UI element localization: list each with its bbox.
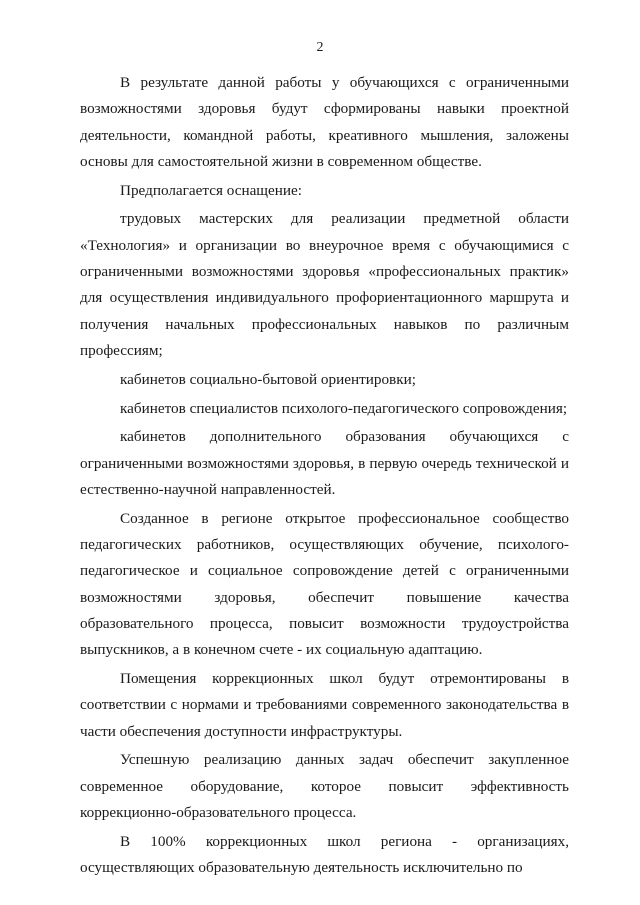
paragraph-specialist-rooms: кабинетов специалистов психолого-педагогического сопровождения;: [120, 399, 568, 417]
paragraph-results: В результате данной работы у обучающихся с ограниченными возможностями здоровья будут сформированы навыки проектной деятельности, командной работы, креативного мышления, заложены основы для самостоятельной жизни в современном обществе.: [80, 74, 569, 170]
paragraph-school-renovation: Помещения коррекционных школ будут отремонтированы в соответствии с нормами и требованиями современного законодательства в части обеспечения доступности инфраструктуры.: [80, 670, 569, 740]
paragraph-social-rooms: кабинетов социально-бытовой ориентировки;: [120, 370, 416, 388]
paragraph-equipment-purchase: Успешную реализацию данных задач обеспечит закупленное современное оборудование, которое повысит эффективность коррекционно-образовательного процесса.: [80, 751, 569, 822]
document-body: [80, 70, 569, 884]
paragraph-additional-education: кабинетов дополнительного образования обучающихся с ограниченными возможностями здоровья, в первую очередь технической и естественно-научной направленностей.: [80, 428, 569, 498]
paragraph-equipment-intro: Предполагается оснащение:: [120, 181, 302, 199]
paragraph-professional-community: Созданное в регионе открытое профессиональное сообщество педагогических работников, осуществляющих обучение, психолого-педагогическое и социальное сопровождение детей с ограниченными возможностями здоровья, обеспечит повышение качества образовательного процесса, повысит возможности трудоустройства выпускников, а в конечном счете - их социальную адаптацию.: [80, 509, 569, 659]
page-number: 2: [316, 40, 324, 55]
paragraph-hundred-percent: В 100% коррекционных школ региона - организациях, осуществляющих образовательную деятельность исключительно по: [80, 832, 569, 877]
paragraph-workshops: трудовых мастерских для реализации предметной области «Технология» и организации во внеурочное время с обучающимися с ограниченными возможностями здоровья «профессиональных практик» для осуществления индивидуального профориентационного маршрута и получения начальных профессиональных навыков по различным профессиям;: [80, 210, 569, 359]
